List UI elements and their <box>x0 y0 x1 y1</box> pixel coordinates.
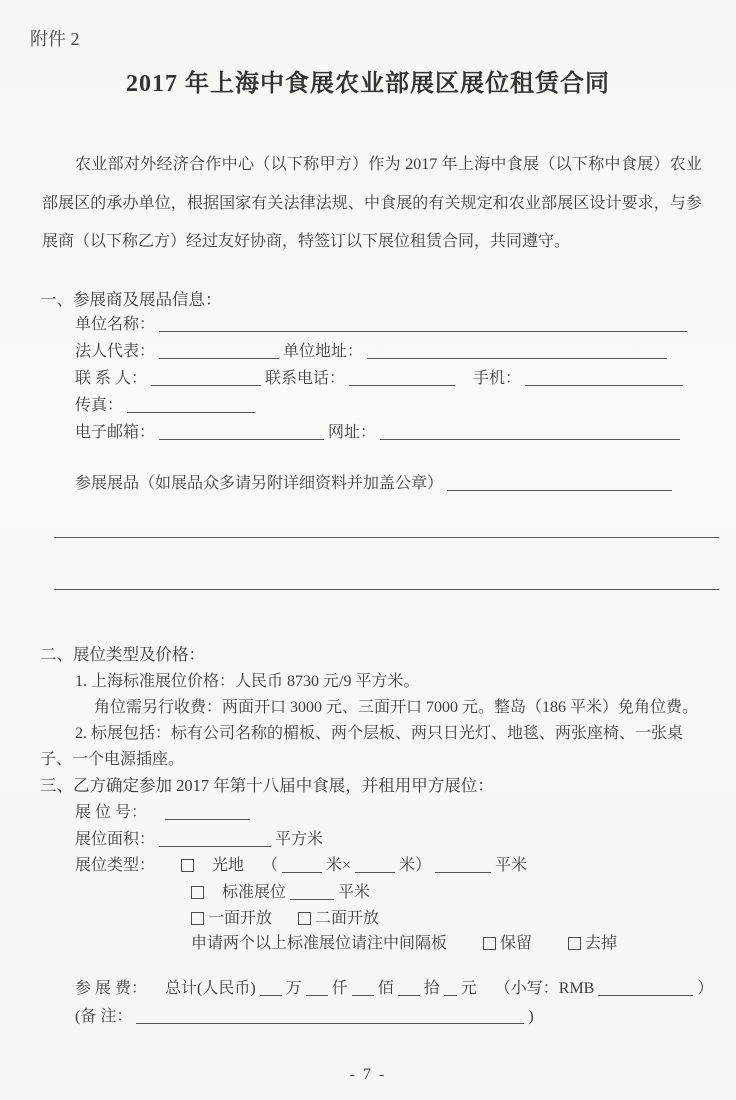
field-row-standard-booth <box>191 879 370 902</box>
section2-heading: 二、展位类型及价格： <box>40 645 205 664</box>
fee-qian-label: 仟 <box>331 980 348 997</box>
raw-space-label: 光地 <box>212 857 245 874</box>
one-side-label: 一面开放 <box>208 910 273 927</box>
fee-wan-blank-line <box>260 981 282 996</box>
booth-type-label: 展位类型： <box>75 857 156 874</box>
field-row-contact <box>75 365 683 388</box>
fee-bai-blank-line <box>352 981 374 996</box>
standard-sqm-unit: 平米 <box>338 884 371 901</box>
checkbox-standard-booth-icon <box>191 886 204 899</box>
divider-note-label: 申请两个以上标准展位请注中间隔板 <box>191 935 448 952</box>
tel-blank-line <box>349 371 455 386</box>
field-row-booth-area <box>75 826 323 849</box>
company-blank-line <box>159 317 687 332</box>
meter-times-label: 米× <box>326 857 352 874</box>
fee-yuan-label: 元 <box>460 980 477 997</box>
remark-blank-line <box>136 1009 524 1024</box>
mobile-blank-line <box>525 371 683 386</box>
address-label: 单位地址： <box>283 343 364 360</box>
tel-label: 联系电话： <box>265 370 346 387</box>
fee-small-prefix: （小写：RMB <box>494 980 595 997</box>
remove-label: 去掉 <box>585 935 618 952</box>
raw-width-blank-line <box>282 858 322 873</box>
meter-close-label: 米） <box>399 857 432 874</box>
fee-label: 参 展 费： <box>75 980 148 997</box>
price-line: 1. 上海标准展位价格：人民币 8730 元/9 平方米。 <box>75 673 420 690</box>
website-blank-line <box>380 425 680 440</box>
section3-heading: 三、乙方确定参加 2017 年第十八届中食展，并租用甲方展位： <box>40 776 494 795</box>
section1-heading: 一、参展商及展品信息： <box>40 290 222 309</box>
contact-label: 联 系 人： <box>75 370 148 387</box>
standard-area-blank-line <box>290 885 334 900</box>
raw-sqm-unit: 平米 <box>495 857 528 874</box>
fee-yuan-blank-line <box>444 981 457 996</box>
exhibits-ruled-line-2 <box>54 589 719 590</box>
remark-open-label: (备 注： <box>75 1008 133 1025</box>
legal-rep-label: 法人代表： <box>75 343 156 360</box>
fee-small-close: ） <box>697 980 714 997</box>
exhibits-label: 参展展品（如展品众多请另附详细资料并加盖公章） <box>75 475 444 492</box>
booth-no-blank-line <box>165 805 250 820</box>
checkbox-one-side-icon <box>191 912 204 925</box>
field-row-remark <box>75 1003 534 1026</box>
checkbox-remove-icon <box>568 937 581 950</box>
raw-depth-blank-line <box>355 858 395 873</box>
two-side-label: 二面开放 <box>315 910 380 927</box>
field-row-booth-type <box>75 852 527 875</box>
field-row-legal-address <box>75 338 667 361</box>
exhibits-blank-line <box>447 476 672 491</box>
keep-label: 保留 <box>500 935 533 952</box>
booth-area-label: 展位面积： <box>75 831 156 848</box>
includes-line-2: 子、一个电源插座。 <box>40 751 185 768</box>
fee-bai-label: 佰 <box>377 980 394 997</box>
legal-rep-blank-line <box>159 344 279 359</box>
fee-wan-label: 万 <box>285 980 302 997</box>
attachment-label: 附件 2 <box>30 29 80 49</box>
fee-rmb-blank-line <box>598 981 693 996</box>
email-label: 电子邮箱： <box>75 424 156 441</box>
field-row-company <box>75 311 687 334</box>
fee-shi-blank-line <box>398 981 420 996</box>
page-number: - 7 - <box>349 1066 387 1083</box>
field-row-open-sides <box>191 905 379 928</box>
remark-close-label: ) <box>528 1008 534 1025</box>
field-row-email-web <box>75 419 680 442</box>
address-blank-line <box>367 344 667 359</box>
field-row-fax <box>75 392 255 415</box>
corner-fee-line: 角位需另行收费：两面开口 3000 元、三面开口 7000 元。整岛（186 平米）免角位费。 <box>94 699 699 716</box>
email-blank-line <box>159 425 324 440</box>
website-label: 网址： <box>328 424 377 441</box>
includes-line-1: 2. 标展包括：标有公司名称的楣板、两个层板、两只日光灯、地毯、两张座椅、一张桌 <box>75 725 684 742</box>
fee-shi-label: 拾 <box>423 980 440 997</box>
contact-blank-line <box>151 371 261 386</box>
fee-total-prefix: 总计(人民币) <box>165 980 256 997</box>
intro-paragraph: 农业部对外经济合作中心（以下称甲方）作为 2017 年上海中食展（以下称中食展）农业部展区的承办单位，根据国家有关法律法规、中食展的有关规定和农业部展区设计要求，与参展商（以下称乙方）经过友好协商，特签订以下展位租赁合同，共同遵守。 <box>42 156 702 250</box>
company-label: 单位名称： <box>75 316 156 333</box>
checkbox-keep-icon <box>483 937 496 950</box>
booth-no-label: 展 位 号： <box>75 804 148 821</box>
booth-area-blank-line <box>159 832 271 847</box>
booth-area-unit: 平方米 <box>275 831 324 848</box>
checkbox-raw-space-icon <box>181 859 194 872</box>
field-row-divider-note <box>191 930 617 953</box>
fee-qian-blank-line <box>306 981 328 996</box>
field-row-fee <box>75 975 713 998</box>
checkbox-two-side-icon <box>298 912 311 925</box>
exhibits-ruled-line-1 <box>54 537 719 538</box>
field-row-exhibits <box>75 470 672 493</box>
field-row-booth-no <box>75 799 250 822</box>
raw-paren-open: （ <box>262 857 279 874</box>
mobile-label: 手机： <box>473 370 522 387</box>
standard-booth-label: 标准展位 <box>222 884 287 901</box>
fax-blank-line <box>127 398 255 413</box>
raw-area-blank-line <box>435 858 491 873</box>
page-title: 2017 年上海中食展农业部展区展位租赁合同 <box>126 71 610 97</box>
fax-label: 传真： <box>75 397 124 414</box>
